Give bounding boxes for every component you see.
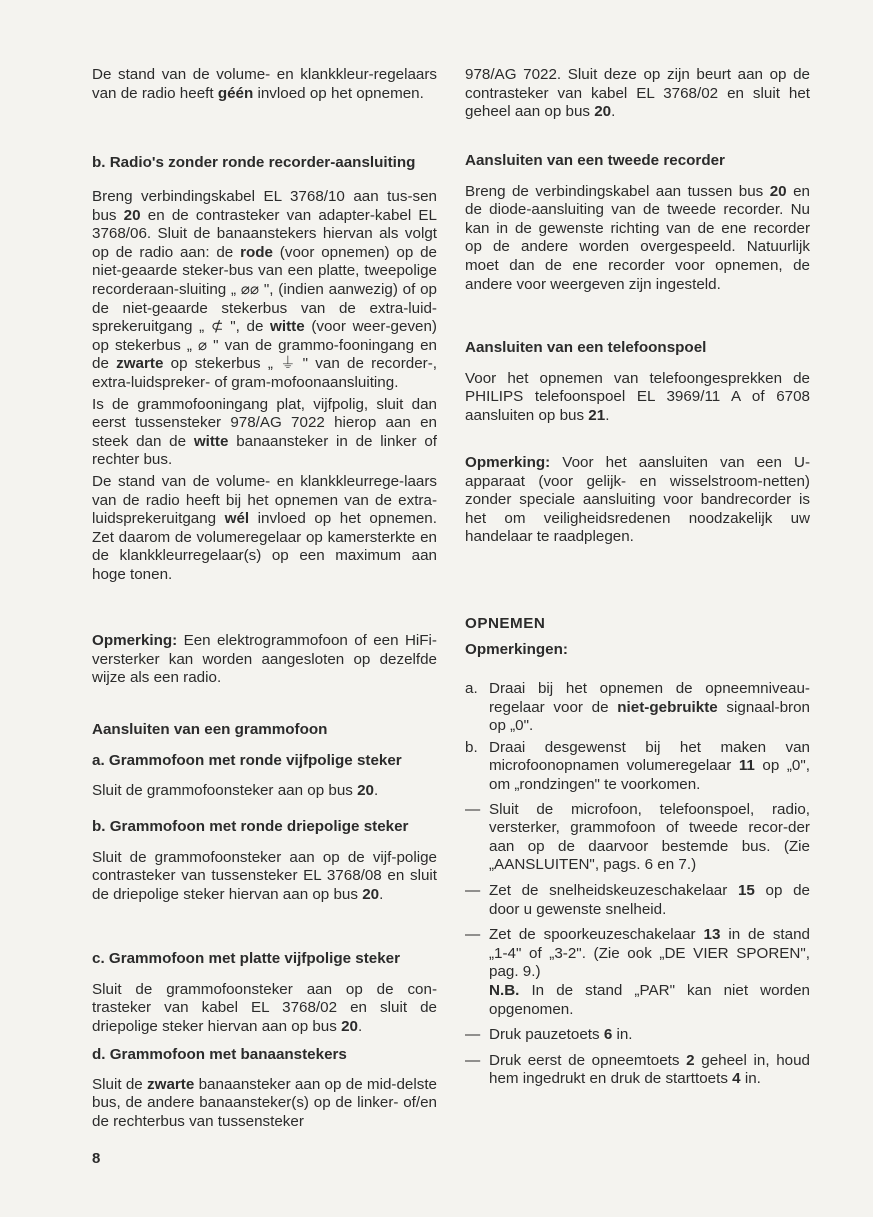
dash-marker: — — [465, 800, 481, 818]
text: geheel in, houd hem ingedrukt en druk de starttoets — [489, 1051, 811, 1088]
text: signaal-bron op „0". — [489, 698, 810, 735]
text: in. — [612, 1026, 633, 1044]
emphasis: géén — [217, 84, 254, 102]
text: Breng de verbindingskabel aan tussen bus — [465, 182, 770, 200]
text: Druk pauzetoets — [489, 1026, 604, 1044]
text: in de stand „1-4" of „3-2". (Zie ook „DE VIER SPOREN", pag. 9.) — [489, 926, 810, 981]
text: invloed op het opnemen. — [253, 84, 424, 102]
nb-label: N.B. — [489, 981, 520, 999]
subsection-heading: d. Grammofoon met banaanstekers — [92, 1046, 347, 1063]
emphasis: 6 — [603, 1026, 613, 1044]
steps-list — [465, 801, 810, 1089]
text: Voor het aansluiten van een U-apparaat (voor gelijk- en wisselstroom-netten) zonder speciale aansluiting voor bandrecorder is het om veiligheidsredenen noodzakelijk uw handelaar te raadplegen. — [465, 454, 810, 546]
emphasis: 4 — [732, 1070, 741, 1088]
section-heading: b. Radio's zonder ronde recorder-aansluiting — [92, 154, 416, 171]
text: Is de grammofooningang plat, vijfpolig, sluit dan eerst tussensteker 978/AG 7022 hierop aan en steek dan de — [92, 395, 437, 450]
text: banaansteker in de linker of rechter bus. — [92, 432, 437, 469]
intro-paragraph — [92, 66, 437, 103]
text: Sluit de grammofoonsteker aan op de vijf-polige contrasteker van tussensteker EL 3768/08 en sluit de driepolige steker hiervan aan op bus — [92, 848, 437, 903]
section-telefoonspoel — [465, 339, 810, 425]
continuation-block — [465, 66, 810, 122]
text: . — [605, 406, 610, 424]
emphasis: 20 — [362, 885, 380, 903]
intro-block — [92, 66, 437, 103]
emphasis: 11 — [738, 757, 755, 775]
alpha-list — [465, 680, 810, 795]
emphasis: 20 — [341, 1017, 358, 1035]
emphasis: 15 — [737, 881, 755, 899]
text: Sluit de microfoon, telefoonspoel, radio, versterker, grammofoon of tweede recor-der aan op de daarvoor bestemde bus. (Zie „AANSLUITEN", pags. 6 en 7.) — [489, 800, 810, 874]
subsection-heading: b. Grammofoon met ronde driepolige steker — [92, 818, 409, 835]
step-item — [465, 882, 810, 919]
text: op „0", om „rondzingen" te voorkomen. — [489, 757, 810, 793]
list-item — [465, 739, 810, 795]
paragraph — [92, 396, 437, 470]
subsection-d — [92, 1046, 437, 1131]
text: Sluit de — [92, 1075, 148, 1093]
text: De stand van de volume- en klankkleur-regelaars van de radio heeft — [92, 66, 437, 102]
text: en de contrasteker van adapter-kabel EL 3768/06. Sluit de banaanstekers hiervan als volgt op de radio aan: de — [92, 206, 437, 261]
emphasis: 20 — [594, 103, 612, 121]
emphasis: 21 — [588, 406, 606, 424]
text: Draai bij het opnemen de opneemniveau-regelaar voor de — [489, 680, 810, 716]
dash-marker: — — [465, 881, 481, 899]
emphasis: zwarte — [147, 1075, 195, 1093]
text: Draai desgewenst bij het maken van microfoonopnamen volumeregelaar — [489, 738, 810, 775]
text: op de door u gewenste snelheid. — [489, 881, 810, 918]
emphasis: witte — [270, 318, 305, 336]
subsection-c — [92, 950, 437, 1036]
section-opnemen — [465, 615, 810, 659]
emphasis: 13 — [703, 926, 721, 944]
step-item — [465, 801, 810, 875]
text: invloed op het opnemen. Zet daarom de volumeregelaar op kamersterkte en de klankkleurregelaar(s) op een maximum aan hoge tonen. — [92, 510, 437, 583]
emphasis: wél — [224, 510, 250, 528]
emphasis: 2 — [686, 1051, 695, 1069]
paragraph — [92, 473, 437, 585]
paragraph — [92, 981, 437, 1037]
paragraph — [92, 849, 437, 905]
dash-marker: — — [465, 1051, 481, 1069]
subsection-heading: Opmerkingen: — [465, 640, 568, 658]
note-label: Opmerking: — [92, 632, 178, 649]
subsection-a — [92, 752, 437, 800]
emphasis: 20 — [357, 781, 374, 799]
text: . — [374, 781, 379, 799]
subsection-b — [92, 818, 437, 904]
paragraph — [465, 183, 810, 295]
section-title: OPNEMEN — [465, 615, 546, 632]
text: (voor opnemen) op de niet-geaarde steker-bus van een platte, tweepolige recorderaan-sluiting „ ⌀⌀ ", (indien aanwezig) of op de niet-geaarde stekerbus van de extra-luid-sprekeruitgang „ ⊄ ", de — [92, 243, 438, 336]
dash-marker: — — [465, 1026, 481, 1044]
paragraph — [92, 782, 437, 801]
text: en de diode-aansluiting van de tweede recorder. Nu kan in de gewenste richting van de ene recorder op de andere worden overgespeeld. Natuurlijk moet dan de ene recorder voor opnemen, de andere voor weergeven zijn ingesteld. — [465, 182, 810, 293]
note-paragraph — [92, 632, 437, 688]
list-item — [465, 680, 810, 736]
section-grammofoon — [92, 721, 437, 740]
text: Zet de snelheidskeuzeschakelaar — [489, 881, 738, 899]
text: De stand van de volume- en klankkleurrege-laars van de radio heeft bij het opnemen van de extra-luidsprekeruitgang — [92, 472, 437, 528]
text: Voor het opnemen van telefoongesprekken de PHILIPS telefoonspoel EL 3969/11 A of 6708 aansluiten op bus — [465, 369, 810, 424]
paragraph — [465, 370, 810, 426]
emphasis: 20 — [769, 182, 787, 200]
text: banaansteker aan op de mid-delste bus, de andere banaansteker(s) op de linker- of/en de rechterbus van tussensteker — [92, 1075, 437, 1130]
emphasis: rode — [240, 243, 273, 261]
note-label: Opmerking: — [465, 454, 551, 471]
paragraph — [465, 66, 810, 122]
opmerkingen-list — [465, 680, 810, 1089]
section-heading: Aansluiten van een grammofoon — [92, 721, 328, 738]
page-number: 8 — [92, 1150, 101, 1167]
emphasis: 20 — [123, 206, 141, 224]
section-tweede-recorder — [465, 152, 810, 294]
text: In de stand „PAR" kan niet worden opgenomen. — [489, 981, 810, 1018]
paragraph — [92, 1076, 437, 1132]
section-b-body — [92, 188, 437, 584]
text: (voor weer-geven) op stekerbus „ ⌀ " van de grammo-fooningang en de — [92, 318, 437, 373]
text: . — [379, 885, 384, 903]
emphasis: zwarte — [116, 355, 164, 373]
text: Een elektrogrammofoon of een HiFi-versterker kan worden aangesloten op dezelfde wijze als een radio. — [92, 632, 437, 687]
text: Sluit de grammofoonsteker aan op de con-trasteker van kabel EL 3768/02 en sluit de driepolige steker hiervan aan op bus — [92, 980, 437, 1035]
subsection-heading: c. Grammofoon met platte vijfpolige steker — [92, 950, 401, 967]
section-heading: Aansluiten van een telefoonspoel — [465, 339, 707, 356]
dash-marker: — — [465, 926, 481, 944]
list-marker: a. — [465, 680, 478, 697]
text: op stekerbus „ ⏚ " van de recorder-, extra-luidspreker- of gram-mofoonaansluiting. — [92, 355, 437, 391]
paragraph — [92, 188, 437, 393]
text: Breng verbindingskabel EL 3768/10 aan tus-sen bus — [92, 188, 437, 224]
note-paragraph — [465, 454, 810, 547]
list-marker: b. — [465, 738, 478, 756]
step-item — [465, 1026, 810, 1045]
step-item — [465, 1052, 810, 1089]
text: 978/AG 7022. Sluit deze op zijn beurt aan op de contrasteker van kabel EL 3768/02 en sluit het geheel aan op bus — [465, 66, 810, 121]
text: Zet de spoorkeuzeschakelaar — [489, 926, 704, 944]
subsection-heading: a. Grammofoon met ronde vijfpolige steker — [92, 752, 402, 769]
note-block — [92, 632, 437, 688]
step-item — [465, 926, 810, 1019]
text: in. — [740, 1070, 761, 1088]
section-b-radio — [92, 154, 437, 173]
emphasis: niet-gebruikte — [617, 698, 718, 716]
emphasis: witte — [193, 432, 229, 450]
text: . — [611, 103, 616, 121]
section-heading: Aansluiten van een tweede recorder — [465, 152, 725, 169]
text: Sluit de grammofoonsteker aan op bus — [92, 781, 358, 799]
note-block — [465, 454, 810, 547]
text: Druk eerst de opneemtoets — [489, 1051, 687, 1069]
text: . — [357, 1017, 363, 1035]
